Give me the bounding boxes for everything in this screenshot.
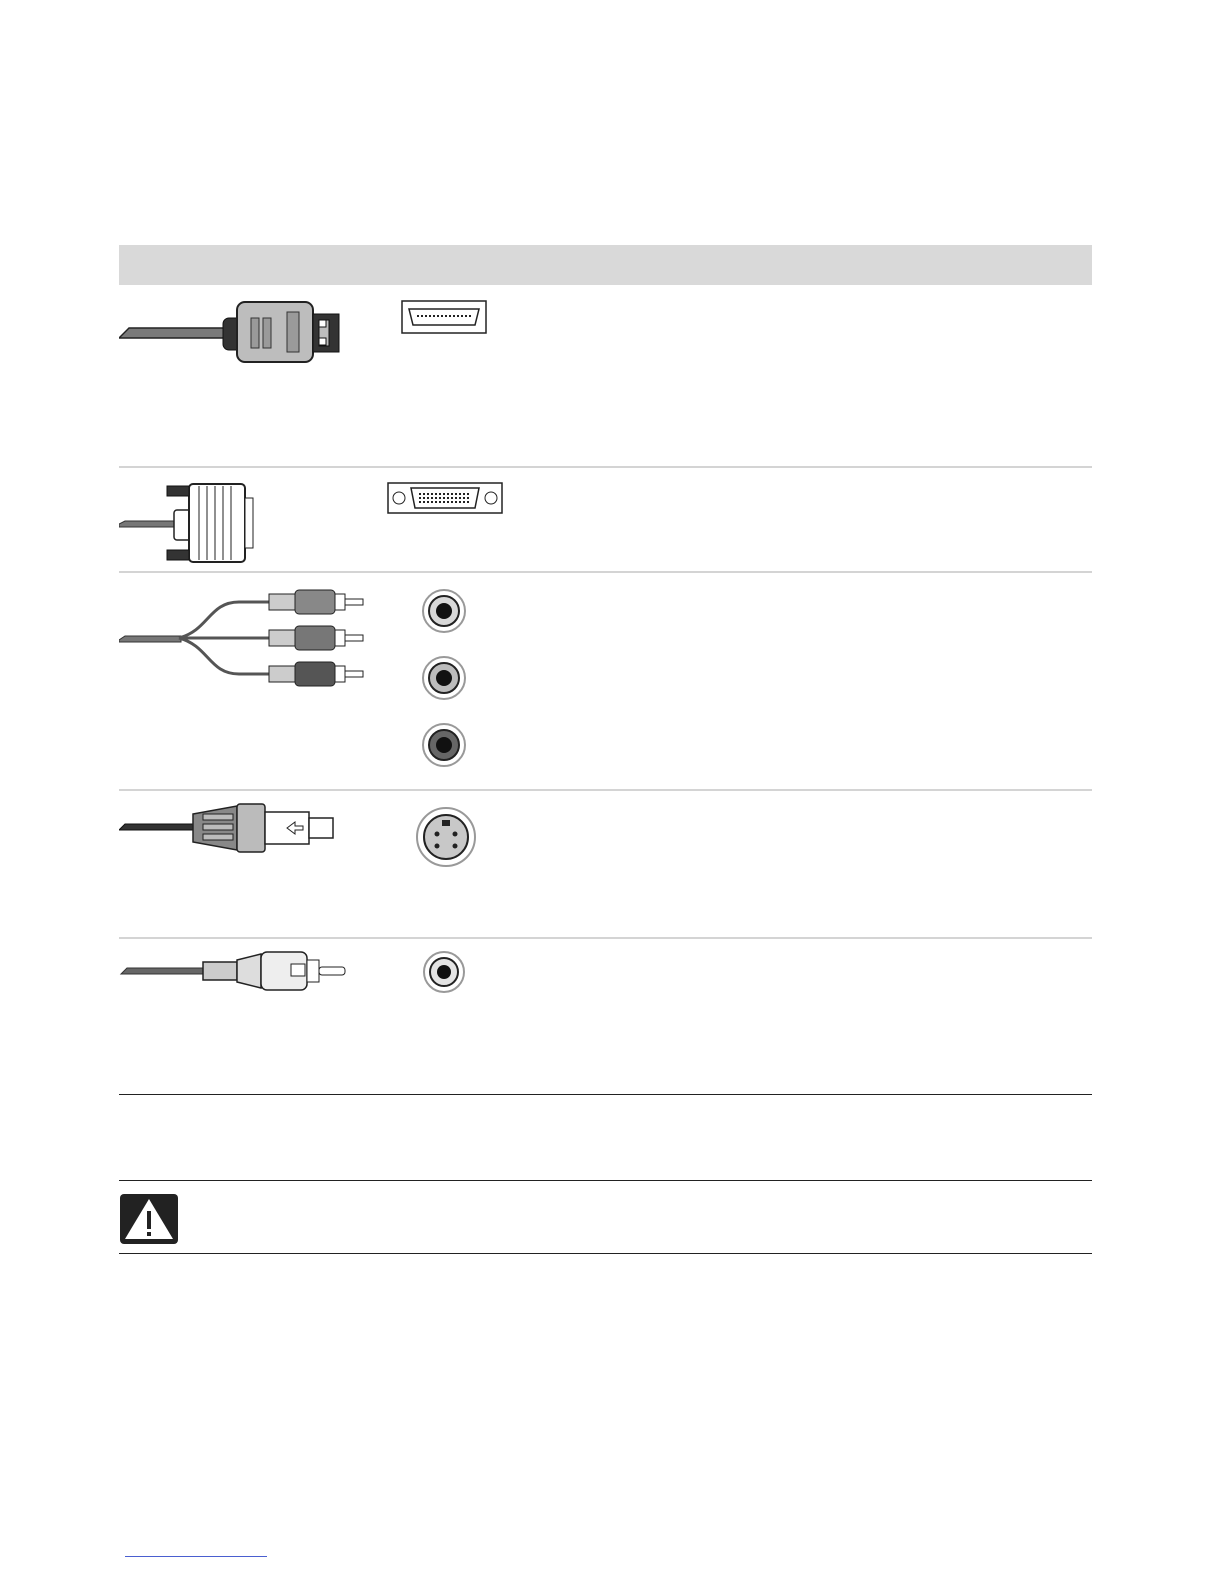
row-divider <box>119 571 1092 573</box>
table-row-composite-video <box>119 946 1092 1086</box>
hdmi-port-icon <box>401 300 487 334</box>
component-video-cable-icon <box>119 580 369 690</box>
table-row-hdmi <box>119 290 1092 460</box>
section-rule <box>119 1094 1092 1095</box>
row-divider <box>119 937 1092 939</box>
footer-link-underline[interactable] <box>125 1556 267 1557</box>
composite-jack-icon <box>422 950 466 994</box>
hdmi-cable-icon <box>119 290 359 380</box>
component-jack-icon <box>421 722 467 768</box>
table-header-band <box>119 245 1092 285</box>
table-row-component-video <box>119 580 1092 785</box>
table-row-s-video <box>119 798 1092 932</box>
dvi-cable-icon <box>119 474 269 566</box>
component-jack-icon <box>421 588 467 634</box>
table-row-dvi <box>119 474 1092 568</box>
section-rule <box>119 1180 1092 1181</box>
row-divider <box>119 789 1092 791</box>
section-rule <box>119 1253 1092 1254</box>
composite-video-cable-icon <box>119 946 359 996</box>
dvi-port-icon <box>387 482 503 514</box>
s-video-port-icon <box>415 806 477 868</box>
row-divider <box>119 466 1092 468</box>
warning-icon <box>119 1193 179 1245</box>
s-video-cable-icon <box>119 798 349 858</box>
component-jack-icon <box>421 655 467 701</box>
